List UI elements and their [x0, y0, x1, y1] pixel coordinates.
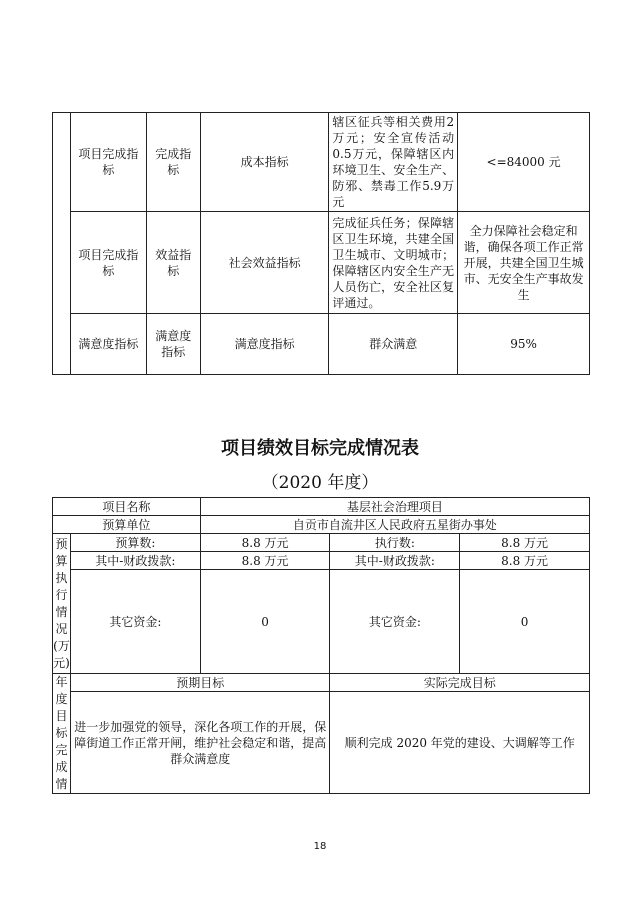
value-cell: 全力保障社会稳定和谐，确保各项工作正常开展，共建全国卫生城市、无安全生产事故发生	[458, 212, 590, 314]
table-row	[53, 113, 590, 212]
budget-unit-value: 自贡市自流井区人民政府五星街办事处	[200, 516, 589, 534]
level2-cell: 效益指标	[146, 212, 200, 314]
fiscal-value: 8.8 万元	[200, 552, 330, 570]
annual-target-label	[53, 674, 71, 794]
table-row	[53, 570, 590, 674]
table-row	[53, 516, 590, 534]
content-cell: 辖区征兵等相关费用2万元；安全宣传活动0.5万元，保障辖区内环境卫生、安全生产、防邪、禁毒工作5.9万元	[329, 113, 458, 212]
fiscal-value: 8.8 万元	[460, 552, 590, 570]
table-row	[53, 314, 590, 375]
other-funds-value: 0	[200, 570, 330, 674]
annual-target-text: 年 度 目 标 完 成 情	[55, 675, 68, 791]
table-row	[53, 498, 590, 516]
level2-cell: 完成指标	[146, 113, 200, 212]
level1-cell: 项目完成指标	[70, 212, 146, 314]
exec-label: 执行数:	[330, 534, 460, 552]
level3-cell: 成本指标	[200, 113, 329, 212]
page-subtitle: （2020 年度）	[261, 473, 379, 493]
actual-target-header: 实际完成目标	[330, 674, 590, 692]
budget-exec-label	[53, 534, 71, 674]
level1-cell: 项目完成指标	[70, 113, 146, 212]
blank-cell	[53, 113, 71, 375]
other-funds-label: 其它资金:	[330, 570, 460, 674]
indicator-table	[52, 112, 590, 375]
budget-label: 预算数:	[70, 534, 200, 552]
value-cell: 95%	[458, 314, 590, 375]
other-funds-label: 其它资金:	[70, 570, 200, 674]
other-funds-value: 0	[460, 570, 590, 674]
budget-unit-label: 预算单位	[53, 516, 201, 534]
table-row	[53, 552, 590, 570]
exec-value: 8.8 万元	[460, 534, 590, 552]
content-cell: 完成征兵任务；保障辖区卫生环境，共建全国卫生城市、文明城市；保障辖区内安全生产无人员伤亡，安全社区复评通过。	[329, 212, 458, 314]
page-number: 18	[313, 841, 327, 852]
expected-target-header: 预期目标	[70, 674, 329, 692]
project-name-label: 项目名称	[53, 498, 201, 516]
table-row	[53, 212, 590, 314]
level2-cell: 满意度指标	[146, 314, 200, 375]
budget-value: 8.8 万元	[200, 534, 330, 552]
fiscal-label: 其中-财政拨款:	[70, 552, 200, 570]
expected-target-text: 进一步加强党的领导，深化各项工作的开展，保障街道工作正常开闸，维护社会稳定和谐，提高群众满意度	[70, 692, 329, 794]
project-name-value: 基层社会治理项目	[200, 498, 589, 516]
fiscal-label: 其中-财政拨款:	[330, 552, 460, 570]
content-cell: 群众满意	[329, 314, 458, 375]
level3-cell: 满意度指标	[200, 314, 329, 375]
level1-cell: 满意度指标	[70, 314, 146, 375]
table-row	[53, 534, 590, 552]
performance-table	[52, 497, 590, 794]
actual-target-text: 顺利完成 2020 年党的建设、大调解等工作	[330, 692, 590, 794]
level3-cell: 社会效益指标	[200, 212, 329, 314]
value-cell: <=84000 元	[458, 113, 590, 212]
table-row	[53, 692, 590, 794]
table-row	[53, 674, 590, 692]
page-title: 项目绩效目标完成情况表	[221, 438, 419, 459]
budget-exec-text: 预 算 执 行 情 况 (万 元)	[53, 536, 70, 670]
